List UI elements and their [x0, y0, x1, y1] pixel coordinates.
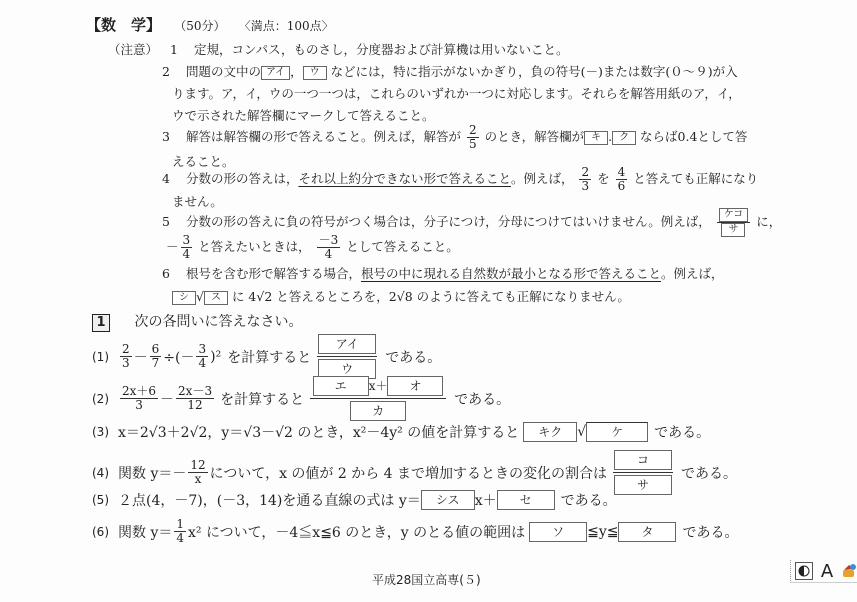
fraction — [317, 234, 341, 261]
fraction — [120, 343, 132, 370]
denominator: 3 — [135, 398, 143, 412]
denominator: 3 — [581, 179, 590, 193]
subject-label: 【数 学】 — [86, 16, 162, 34]
paint-icon[interactable] — [841, 563, 857, 579]
answer-box-e[interactable]: エ — [313, 376, 369, 396]
minus-sign: － — [166, 239, 179, 254]
numerator: 1 — [176, 517, 184, 531]
denominator: 4 — [176, 531, 184, 545]
answer-box-ta[interactable]: タ — [618, 522, 676, 542]
note-num: 4 — [162, 171, 170, 186]
fraction — [467, 124, 479, 151]
fraction — [150, 343, 162, 370]
note-2-line2: ります。ア，イ，ウの一つ一つは，これらのいずれか一つに対応します。それらを解答用紙のア，イ， — [172, 86, 741, 101]
fraction — [181, 234, 193, 261]
question-end: である。 — [682, 524, 739, 541]
answer-fraction — [317, 334, 377, 379]
note-text: 定規，コンパス，ものさし，分度器および計算機は用いないこと。 — [193, 42, 569, 57]
denominator: x — [194, 472, 202, 486]
note-4 — [162, 166, 758, 193]
numerator: 3 — [198, 342, 207, 356]
operator: ÷(－ — [163, 349, 195, 366]
question-text: について，x の値が 2 から 4 まで増加するときの変化の割合は — [209, 465, 608, 482]
question-number: (4) — [92, 465, 109, 480]
answer-box-example: ケコ — [719, 208, 749, 222]
question-number: (2) — [92, 391, 109, 406]
answer-box-so[interactable]: ソ — [529, 522, 587, 542]
note-text: 分数の形の答えは， — [185, 171, 299, 186]
fraction-box-example — [717, 208, 751, 237]
sqrt-icon: √ — [577, 424, 587, 440]
question-3 — [92, 422, 710, 442]
note-text: ならば0.4として答 — [640, 129, 748, 144]
answer-fraction — [613, 450, 673, 495]
denominator: 5 — [468, 137, 477, 151]
question-text: を計算すると — [227, 349, 312, 366]
question-1 — [92, 334, 441, 379]
note-num: 1 — [170, 42, 178, 57]
answer-box-kiku[interactable]: キク — [523, 422, 577, 442]
note-text: 。例えば， — [660, 266, 724, 281]
question-text: 関数 y＝－ — [118, 465, 187, 482]
note-text: 問題の文中の — [185, 64, 261, 79]
question-text: x＝2√3＋2√2，y＝√3－√2 のとき，x²－4y² の値を計算すると — [118, 425, 520, 441]
question-2 — [92, 376, 510, 421]
section-header — [92, 311, 302, 332]
answer-fraction — [310, 376, 446, 421]
question-text: 関数 y＝ — [118, 524, 173, 541]
numerator: 12 — [190, 458, 206, 472]
question-text: x² について，－4≦x≦6 のとき，y のとる値の範囲は — [188, 524, 526, 541]
fraction — [176, 385, 214, 412]
fraction — [174, 518, 186, 545]
question-6 — [92, 518, 738, 545]
note-num: 3 — [162, 129, 170, 144]
operator: － — [133, 349, 148, 366]
note-text: を — [597, 171, 610, 186]
note-text: に， — [756, 214, 782, 229]
question-end: である。 — [385, 349, 442, 366]
answer-box-example: ク — [612, 131, 636, 145]
underlined-text: 根号の中に現れる自然数が最小となる形で答えること — [360, 266, 661, 281]
underlined-text: それ以上約分できない形で答えること — [298, 171, 511, 186]
separator: ， — [290, 64, 303, 79]
note-3-line2: えること。 — [172, 154, 235, 169]
note-num: 2 — [162, 64, 170, 79]
note-text: と答えても正解になり — [633, 171, 759, 186]
note-3 — [162, 124, 747, 151]
question-number: (6) — [92, 524, 109, 539]
decimal-point: . — [608, 129, 613, 144]
note-text: などには，特に指示がないかぎり，負の符号(－)または数字(０～９)が入 — [330, 64, 738, 79]
answer-box-example: シ — [172, 291, 196, 305]
question-number: (3) — [92, 425, 109, 439]
exam-title — [86, 14, 334, 35]
section-instruction: 次の各問いに答えなさい。 — [134, 314, 303, 330]
denominator: 6 — [617, 179, 626, 193]
contrast-icon[interactable] — [795, 562, 813, 580]
note-num: 5 — [162, 214, 170, 229]
max-score: 〈満点：100点〉 — [238, 19, 334, 33]
answer-box-o[interactable]: オ — [387, 376, 443, 396]
fraction — [196, 343, 208, 370]
note-text: 。例えば， — [510, 171, 574, 186]
denominator: 7 — [151, 356, 160, 370]
inequality: ≦y≦ — [587, 523, 619, 540]
x-plus: x＋ — [474, 493, 497, 509]
fraction — [579, 166, 591, 193]
note-text: 根号を含む形で解答する場合， — [185, 266, 361, 281]
page-footer: 平成28国立高専(５) — [372, 573, 481, 587]
section-number: 1 — [92, 314, 110, 332]
answer-box-se[interactable]: セ — [497, 490, 555, 510]
denominator: 3 — [122, 356, 130, 370]
denominator: 4 — [198, 356, 207, 370]
note-text: と答えたいときは， — [198, 239, 311, 254]
question-5 — [92, 490, 617, 510]
answer-box-example: キ — [584, 131, 608, 145]
font-icon[interactable]: A — [820, 560, 834, 582]
note-text: のとき，解答欄が — [484, 129, 585, 144]
answer-box-shisu[interactable]: シス — [421, 490, 475, 510]
answer-box-u[interactable]: ウ — [318, 359, 376, 379]
note-num: 6 — [162, 266, 170, 281]
numerator: 2 — [468, 123, 477, 137]
denominator: 12 — [187, 398, 203, 412]
note-text: 分数の形の答えに負の符号がつく場合は，分子につけ，分母につけてはいけません。例えば， — [185, 214, 711, 229]
note-1 — [108, 40, 568, 58]
numerator: 2 — [581, 165, 590, 179]
numerator: 2x－3 — [178, 384, 213, 398]
fraction — [616, 166, 628, 193]
operator: )² — [210, 348, 222, 365]
question-end: である。 — [654, 425, 711, 441]
question-end: である。 — [560, 493, 617, 509]
question-text: ２点(4，－7)，(－3，14)を通る直線の式は y＝ — [118, 493, 421, 509]
notes-label: （注意） — [108, 42, 159, 57]
numerator: 6 — [151, 342, 160, 356]
answer-box-ai[interactable]: アイ — [318, 334, 376, 354]
answer-box-ko[interactable]: コ — [614, 450, 672, 470]
question-4 — [92, 450, 737, 495]
time-limit: （50分） — [174, 19, 226, 33]
numerator: 2 — [122, 342, 130, 356]
question-number: (5) — [92, 493, 109, 507]
note-5-line2 — [166, 234, 459, 261]
answer-box-example: ス — [204, 291, 228, 305]
question-text: を計算すると — [220, 391, 305, 408]
x-plus: x＋ — [368, 378, 388, 393]
sqrt-icon: √ — [196, 289, 204, 304]
numerator: －3 — [318, 233, 339, 247]
answer-box-sa[interactable]: サ — [614, 475, 672, 495]
note-6-line2 — [172, 287, 630, 305]
answer-box-example: ウ — [303, 66, 327, 80]
answer-box-example: サ — [721, 223, 745, 237]
answer-box-example: アイ — [261, 66, 290, 80]
note-2 — [162, 62, 738, 80]
note-5 — [162, 208, 781, 237]
note-text: に 4√2 と答えるところを，2√8 のように答えても正解になりません。 — [231, 289, 630, 304]
question-end: である。 — [681, 465, 738, 482]
note-text: として答えること。 — [346, 239, 459, 254]
question-number: (1) — [92, 349, 109, 364]
toolbar — [790, 560, 857, 583]
note-text: 解答は解答欄の形で答えること。例えば，解答が — [185, 129, 461, 144]
denominator: 4 — [324, 247, 333, 261]
denominator: 4 — [182, 247, 191, 261]
note-2-line3: ウで示された解答欄にマークして答えること。 — [172, 108, 435, 123]
question-end: である。 — [454, 391, 511, 408]
answer-box-ka[interactable]: カ — [350, 401, 406, 421]
fraction — [188, 459, 207, 486]
answer-box-ke[interactable]: ケ — [586, 422, 648, 442]
fraction — [120, 385, 158, 412]
operator: － — [160, 391, 175, 408]
numerator: 4 — [617, 165, 626, 179]
numerator: 2x＋6 — [122, 384, 157, 398]
note-6 — [162, 264, 723, 282]
numerator: 3 — [182, 233, 191, 247]
note-4-line2: ません。 — [172, 194, 223, 209]
